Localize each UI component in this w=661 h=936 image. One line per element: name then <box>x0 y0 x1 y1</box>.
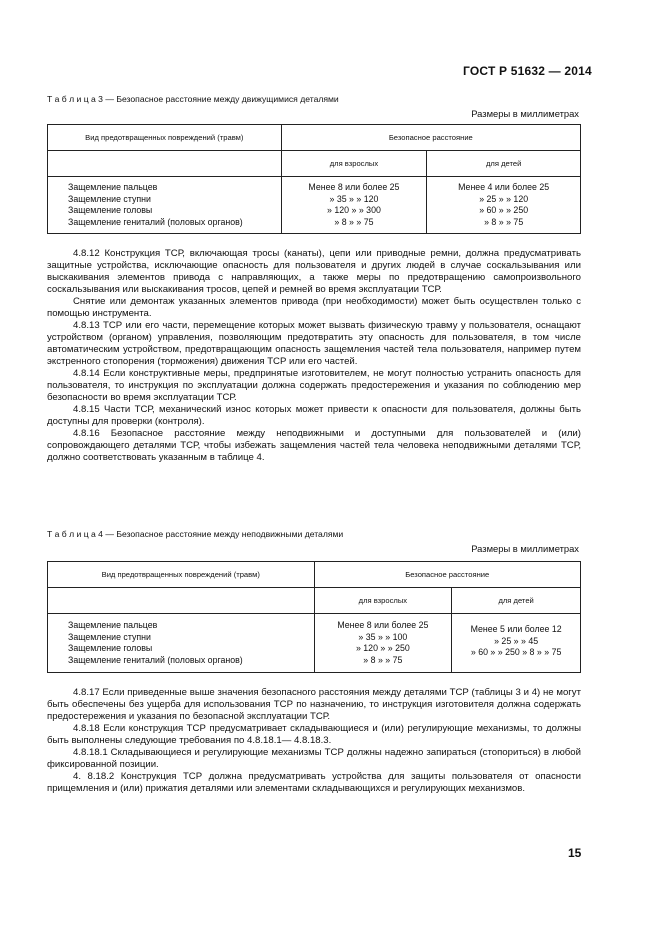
table3-children-4: » 8 » » 75 <box>484 216 524 227</box>
table4-header-injury: Вид предотвращенных повреждений (травм) <box>48 562 315 588</box>
document-code: ГОСТ Р 51632 — 2014 <box>463 64 592 78</box>
paragraph-4-8-13: 4.8.13 ТСР или его части, перемещение которых может вызвать физическую травму у пользователя, оснащают устройством (органом) управления, позволяющим предотвратить эту опасность для пользователя, в том числе автоматическим устройством, предотвращающим опасность защемления частей тела пользователя, например путем экстренного стопорения (торможения) движения ТСР или его частей. <box>47 320 581 367</box>
paragraph-4-8-12: 4.8.12 Конструкция ТСР, включающая тросы (канаты), цепи или приводные ремни, должна предусматривать защитные устройства, исключающие опасность для пользователя и других людей в случае соскальзывания или выскакивания элементов привода с направляющих, а также меры по предотвращению самопроизвольного соскальзывания или выскакивания тросов, цепей и ремней во время эксплуатации ТСР. <box>47 248 581 295</box>
table3-adults-3: » 120 » » 300 <box>327 205 381 215</box>
paragraph-dismantling: Снятие или демонтаж указанных элементов привода (при необходимости) может быть осуществлен только с помощью инструмента. <box>47 296 581 319</box>
table3-caption: Т а б л и ц а 3 — Безопасное расстояние между движущимися деталями <box>47 94 339 104</box>
table3-children-3: » 60 » » 250 <box>479 205 529 215</box>
paragraph-4-8-18-2: 4. 8.18.2 Конструкция ТСР должна предусматривать устройства для защиты пользователя от опасности прищемления и (или) прижатия деталями или элементами складывающихся и регулирующих механизмов. <box>47 771 581 794</box>
table3-header-adults: для взрослых <box>281 151 427 177</box>
table4-adults-1: Менее 8 или более 25 <box>337 620 429 630</box>
table3-header-blank <box>48 151 282 177</box>
table3-injury-1: Защемление пальцев <box>68 182 158 192</box>
page-number: 15 <box>568 846 582 860</box>
table3-children-cell <box>427 177 581 234</box>
table4-caption: Т а б л и ц а 4 — Безопасное расстояние между неподвижными деталями <box>47 529 344 539</box>
table4-header-safe-distance: Безопасное расстояние <box>314 562 581 588</box>
table3-adults-cell <box>281 177 427 234</box>
table4-adults-4: » 8 » » 75 <box>363 654 403 665</box>
table3-adults-4: » 8 » » 75 <box>334 216 374 227</box>
table4-injury-cell <box>48 614 315 673</box>
table3-adults-2: » 35 » » 120 <box>329 193 379 204</box>
paragraph-4-8-14: 4.8.14 Если конструктивные меры, предпринятые изготовителем, не могут полностью устранить опасность для пользователя, то инструкция по эксплуатации должна содержать предостережения и указания по соблюдению мер безопасности во время эксплуатации ТСР. <box>47 368 581 403</box>
body-section-2 <box>47 687 581 795</box>
table4 <box>47 561 581 673</box>
table3-children-1: Менее 4 или более 25 <box>458 182 550 192</box>
paragraph-4-8-16: 4.8.16 Безопасное расстояние между неподвижными и доступными для пользователей и (или) сопровождающего деталями ТСР, чтобы избежать защемления частей тела человека неподвижными деталями ТСР, должно соответствовать указанным в таблице 4. <box>47 428 581 463</box>
table3-header-safe-distance: Безопасное расстояние <box>281 125 580 151</box>
table4-children-1: Менее 5 или более 12 <box>470 624 562 634</box>
table4-adults-2: » 35 » » 100 <box>358 631 408 642</box>
paragraph-4-8-15: 4.8.15 Части ТСР, механический износ которых может привести к опасности для пользователя, должны быть доступны для проверки (контроля). <box>47 404 581 427</box>
table3-children-2: » 25 » » 120 <box>479 193 529 204</box>
table3-injury-3: Защемление головы <box>68 205 153 215</box>
table3 <box>47 124 581 234</box>
paragraph-4-8-18-1: 4.8.18.1 Складывающиеся и регулирующие механизмы ТСР должны надежно запираться (стопориться) в любой фиксированной позиции. <box>47 747 581 770</box>
table4-injury-2: Защемление ступни <box>68 631 151 642</box>
table4-children-2: » 25 » » 45 <box>494 635 539 646</box>
table4-units: Размеры в миллиметрах <box>471 543 579 554</box>
table3-header-children: для детей <box>427 151 581 177</box>
paragraph-4-8-18: 4.8.18 Если конструкция ТСР предусматривает складывающиеся и (или) регулирующие механизмы, то должны быть выполнены следующие требования по 4.8.18.1— 4.8.18.3. <box>47 723 581 746</box>
table4-children-cell <box>452 614 581 673</box>
table4-header-blank <box>48 588 315 614</box>
table3-adults-1: Менее 8 или более 25 <box>308 182 400 192</box>
body-section-1 <box>47 248 581 464</box>
table3-injury-4: Защемление гениталий (половых органов) <box>68 216 243 227</box>
table3-injury-2: Защемление ступни <box>68 193 151 204</box>
table3-units: Размеры в миллиметрах <box>471 108 579 119</box>
table4-injury-4: Защемление гениталий (половых органов) <box>68 654 243 665</box>
table4-injury-1: Защемление пальцев <box>68 620 158 630</box>
table4-children-3: » 60 » » 250 » 8 » » 75 <box>470 647 562 657</box>
paragraph-4-8-17: 4.8.17 Если приведенные выше значения безопасного расстояния между деталями ТСР (таблицы 3 и 4) не могут быть обеспечены без ущерба для использования ТСР по назначению, то инструкция изготовителя должна содержать предостережения и указания по безопасной эксплуатации ТСР. <box>47 687 581 722</box>
table4-adults-3: » 120 » » 250 <box>355 643 410 653</box>
table4-header-children: для детей <box>452 588 581 614</box>
table3-injury-cell <box>48 177 282 234</box>
table4-header-adults: для взрослых <box>314 588 452 614</box>
table4-adults-cell <box>314 614 452 673</box>
table3-header-injury: Вид предотвращенных повреждений (травм) <box>48 125 282 151</box>
table4-injury-3: Защемление головы <box>68 643 153 653</box>
